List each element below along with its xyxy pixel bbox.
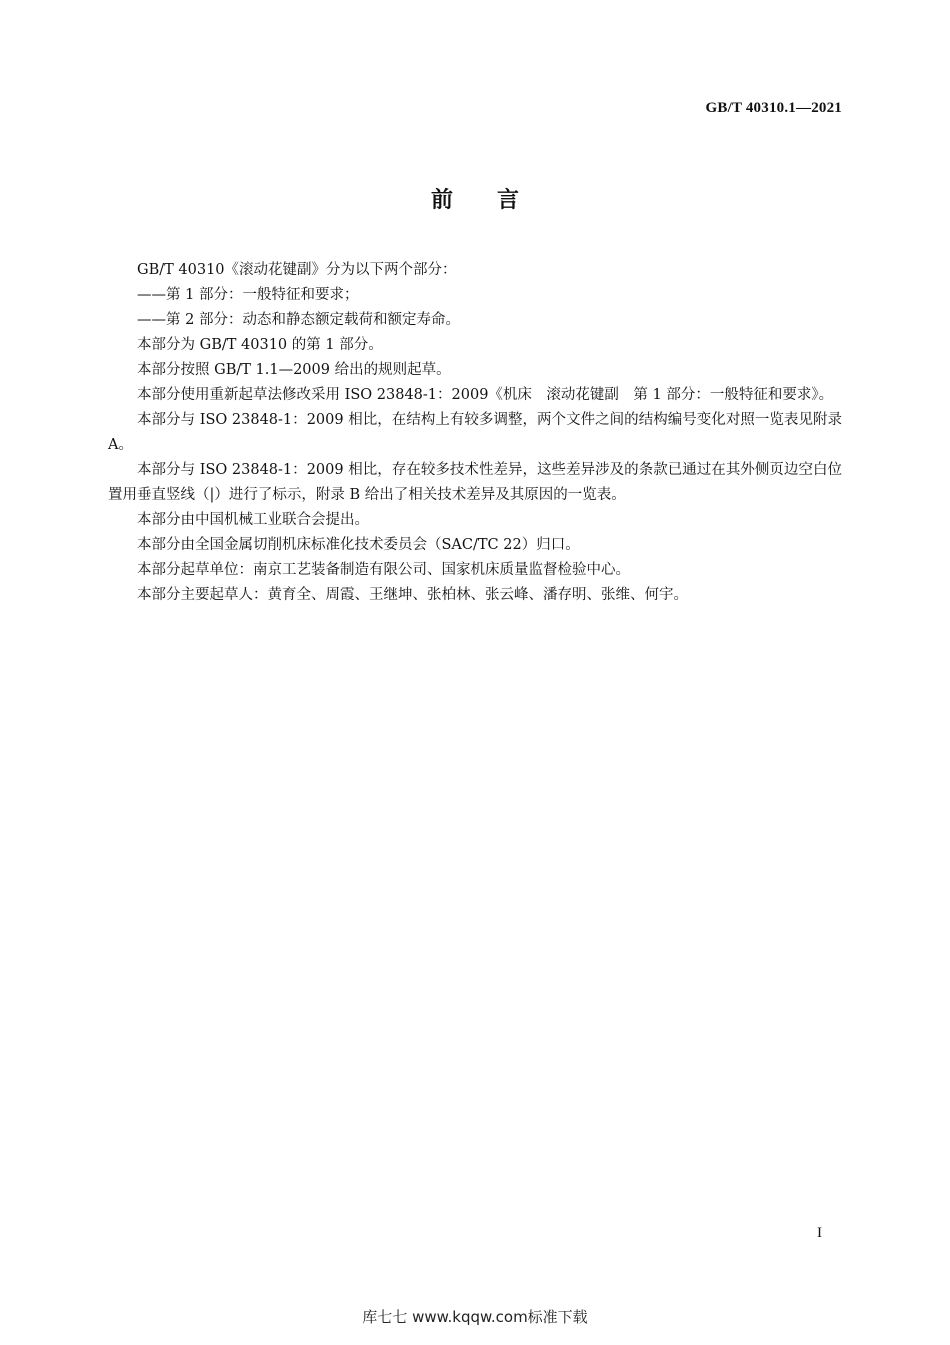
page-number: I <box>817 1225 822 1241</box>
paragraph-part-1: ——第 1 部分：一般特征和要求； <box>137 287 359 303</box>
paragraph-parts-intro: GB/T 40310《滚动花键副》分为以下两个部分： <box>137 262 457 278</box>
paragraph-iso-adoption: 本部分使用重新起草法修改采用 ISO 23848-1：2009《机床 滚动花键副 第 1 部分：一般特征和要求》。 <box>137 387 834 403</box>
paragraph-managed-by: 本部分由全国金属切削机床标准化技术委员会（SAC/TC 22）归口。 <box>137 537 580 553</box>
paragraph-this-part: 本部分为 GB/T 40310 的第 1 部分。 <box>137 337 383 353</box>
paragraph-structure-changes: 本部分与 ISO 23848-1：2009 相比，在结构上有较多调整，两个文件之间的结构编号变化对照一览表见附录 A。 <box>108 412 842 453</box>
paragraph-part-2: ——第 2 部分：动态和静态额定载荷和额定寿命。 <box>137 312 460 328</box>
footer-watermark: 库七七 www.kqqw.com标准下载 <box>362 1308 588 1326</box>
standard-code: GB/T 40310.1—2021 <box>705 100 842 116</box>
paragraph-drafting-rules: 本部分按照 GB/T 1.1—2009 给出的规则起草。 <box>137 362 451 378</box>
paragraph-proposed-by: 本部分由中国机械工业联合会提出。 <box>137 512 369 528</box>
paragraph-technical-differences: 本部分与 ISO 23848-1：2009 相比，存在较多技术性差异，这些差异涉及的条款已通过在其外侧页边空白位置用垂直竖线（|）进行了标示，附录 B 给出了相关技术差异及其原因的一览表。 <box>108 462 842 503</box>
page-title: 前言 <box>430 188 563 213</box>
paragraph-drafters: 本部分主要起草人：黄育全、周霞、王继坤、张柏林、张云峰、潘存明、张维、何宇。 <box>137 587 688 603</box>
foreword-body <box>108 258 842 608</box>
paragraph-drafting-units: 本部分起草单位：南京工艺装备制造有限公司、国家机床质量监督检验中心。 <box>137 562 630 578</box>
